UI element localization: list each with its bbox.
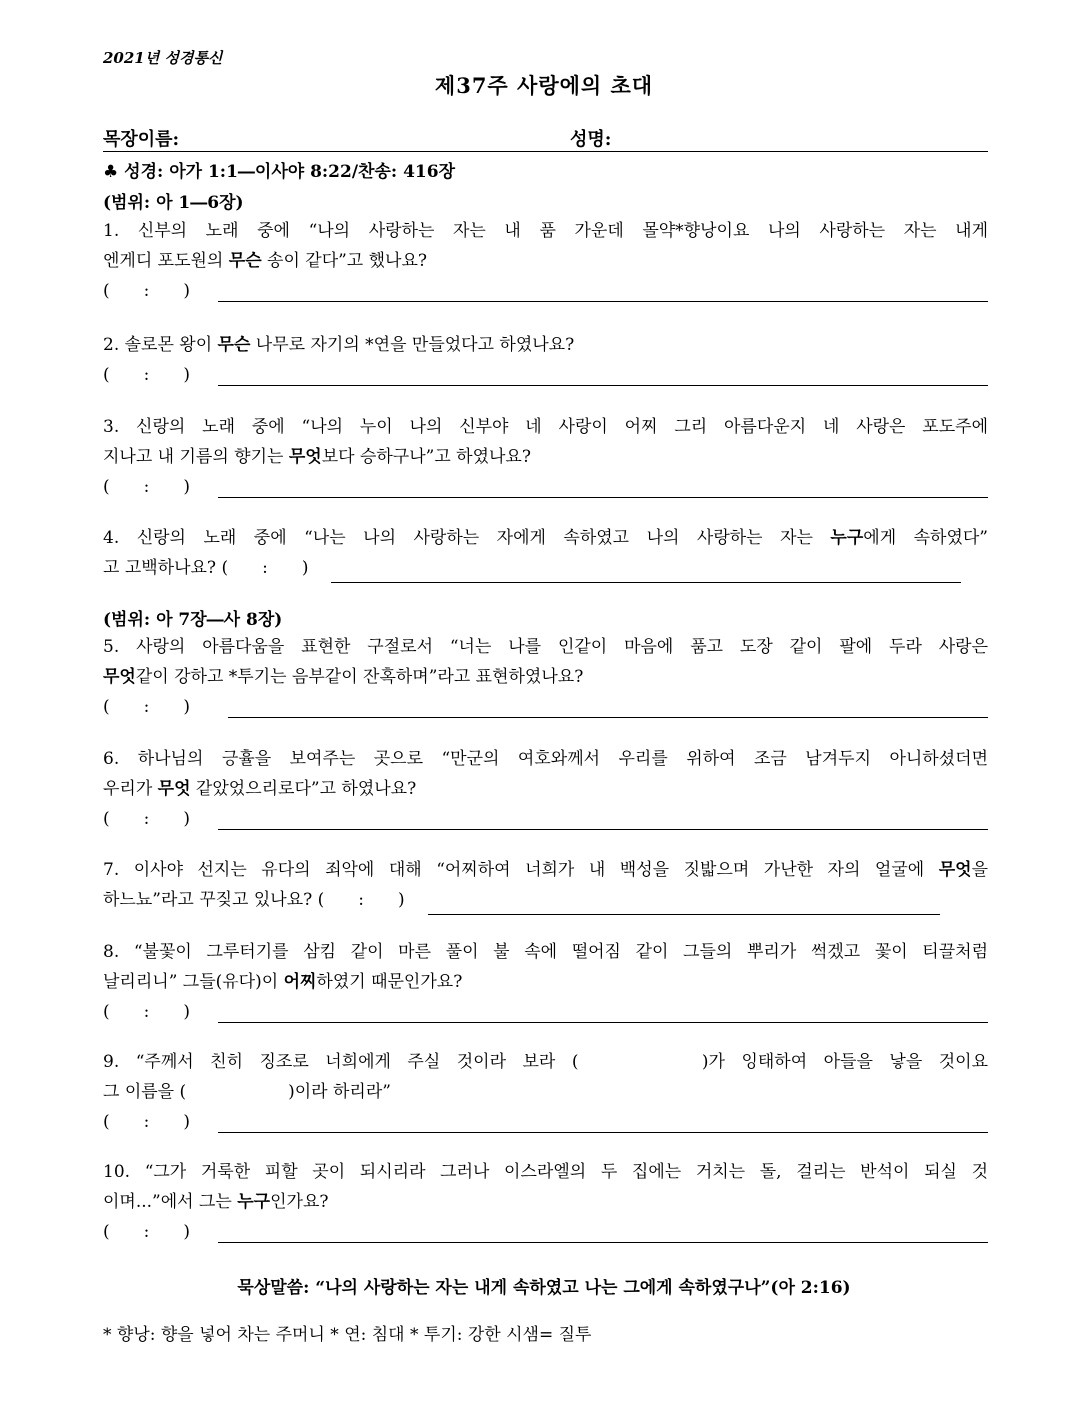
bible-reading: ♣ 성경: 아가 1:1―이사야 8:22/찬송: 416장: [103, 162, 455, 182]
answer-line: [228, 717, 988, 718]
answer-field[interactable]: 고 고백하나요? ( : ): [103, 553, 988, 583]
answer-line: [428, 896, 940, 915]
name-fill-line[interactable]: [103, 125, 988, 152]
range-heading-2: (범위: 아 7장―사 8장): [103, 610, 283, 630]
answer-field[interactable]: [103, 276, 988, 304]
keyword: 무엇: [103, 667, 136, 687]
keyword: 무슨: [228, 251, 262, 271]
keyword: 무엇: [157, 779, 191, 799]
footnote: * 향낭: 향을 넣어 차는 주머니 * 연: 침대 * 투기: 강한 시샘= 질투: [103, 1325, 592, 1345]
verse-blank: ( : ): [103, 1112, 190, 1132]
question-text: 1. 신부의 노래 중에 “나의 사랑하는 자는 내 품 가운데 몰약*향낭이요 나의 사랑하는 자는 내게: [103, 221, 988, 241]
question-3: 3. 신랑의 노래 중에 “나의 누이 나의 신부야 네 사랑이 어찌 그리 아름다운지 네 사랑은 포도주에 지나고 내 기름의 향기는 무엇보다 승하구나”고 하였나요? ( : ): [103, 412, 988, 500]
answer-field[interactable]: [103, 692, 988, 720]
person-name-label: 성명:: [570, 129, 612, 150]
answer-field[interactable]: 하느뇨”라고 꾸짖고 있나요? ( : ): [103, 885, 988, 915]
meditation-verse: 묵상말씀: “나의 사랑하는 자는 내게 속하였고 나는 그에게 속하였구나”(아 2:16): [237, 1278, 851, 1298]
verse-blank: ( : ): [103, 365, 190, 385]
question-6: 6. 하나님의 긍휼을 보여주는 곳으로 “만군의 여호와께서 우리를 위하여 조금 남겨두지 아니하셨더면 우리가 무엇 같았었으리로다”고 하였나요? ( : ): [103, 744, 988, 832]
keyword: 누구: [237, 1192, 271, 1212]
page-title: 제37주 사랑에의 초대: [434, 73, 654, 98]
answer-line: [218, 829, 988, 830]
question-5: 5. 사랑의 아름다움을 표현한 구절로서 “너는 나를 인같이 마음에 품고 도장 같이 팔에 두라 사랑은 무엇같이 강하고 *투기는 음부같이 잔혹하며”라고 표현하였나요? ( : ): [103, 632, 988, 720]
verse-blank: ( : ): [103, 697, 190, 717]
verse-blank: ( : ): [103, 477, 190, 497]
question-8: 8. “불꽃이 그루터기를 삼킴 같이 마른 풀이 불 속에 떨어짐 같이 그들의 뿌리가 썩겠고 꽃이 티끌처럼 날리리니” 그들(유다)이 어찌하였기 때문인가요? ( : ): [103, 937, 988, 1025]
answer-line: [218, 1242, 988, 1243]
answer-line: [218, 385, 988, 386]
verse-blank: ( : ): [103, 1222, 190, 1242]
keyword: 무엇: [288, 447, 322, 467]
answer-field[interactable]: [103, 1107, 988, 1135]
question-4: 4. 신랑의 노래 중에 “나는 나의 사랑하는 자에게 속하였고 나의 사랑하는 자는 누구에게 속하였다” 고 고백하나요? ( : ): [103, 523, 988, 583]
range-heading-1: (범위: 아 1―6장): [103, 193, 244, 213]
answer-line: [331, 564, 961, 583]
answer-field[interactable]: [103, 804, 988, 832]
question-1: 1. 신부의 노래 중에 “나의 사랑하는 자는 내 품 가운데 몰약*향낭이요 나의 사랑하는 자는 내게 엔게디 포도원의 무슨 송이 같다”고 했나요? ( : ): [103, 216, 988, 304]
question-10: 10. “그가 거룩한 피할 곳이 되시리라 그러나 이스라엘의 두 집에는 거치는 돌, 걸리는 반석이 되실 것 이며...”에서 그는 누구인가요? ( : ): [103, 1157, 988, 1245]
answer-field[interactable]: [103, 472, 988, 500]
verse-blank: ( : ): [103, 281, 190, 301]
answer-line: [218, 1132, 988, 1133]
answer-field[interactable]: [103, 1217, 988, 1245]
answer-field[interactable]: [103, 997, 988, 1025]
answer-line: [218, 497, 988, 498]
verse-blank: ( : ): [103, 1002, 190, 1022]
answer-line: [218, 1022, 988, 1023]
question-2: 2. 솔로몬 왕이 무슨 나무로 자기의 *연을 만들었다고 하였나요? ( : ): [103, 330, 988, 388]
question-7: 7. 이사야 선지는 유다의 죄악에 대해 “어찌하여 너희가 내 백성을 짓밟으며 가난한 자의 얼굴에 무엇을 하느뇨”라고 꾸짖고 있나요? ( : ): [103, 855, 988, 915]
group-name-label: 목장이름:: [103, 129, 180, 150]
keyword: 무슨: [217, 335, 251, 355]
keyword: 어찌: [283, 972, 317, 992]
keyword: 무엇: [938, 860, 972, 880]
year-label: 2021년 성경통신: [103, 49, 223, 67]
answer-field[interactable]: [103, 360, 988, 388]
keyword: 누구: [830, 528, 864, 548]
question-9: 9. “주께서 친히 징조로 너희에게 주실 것이라 보라 ( )가 잉태하여 아들을 낳을 것이요 그 이름을 ( )이라 하리라” ( : ): [103, 1047, 988, 1135]
answer-line: [218, 301, 988, 302]
verse-blank: ( : ): [103, 809, 190, 829]
